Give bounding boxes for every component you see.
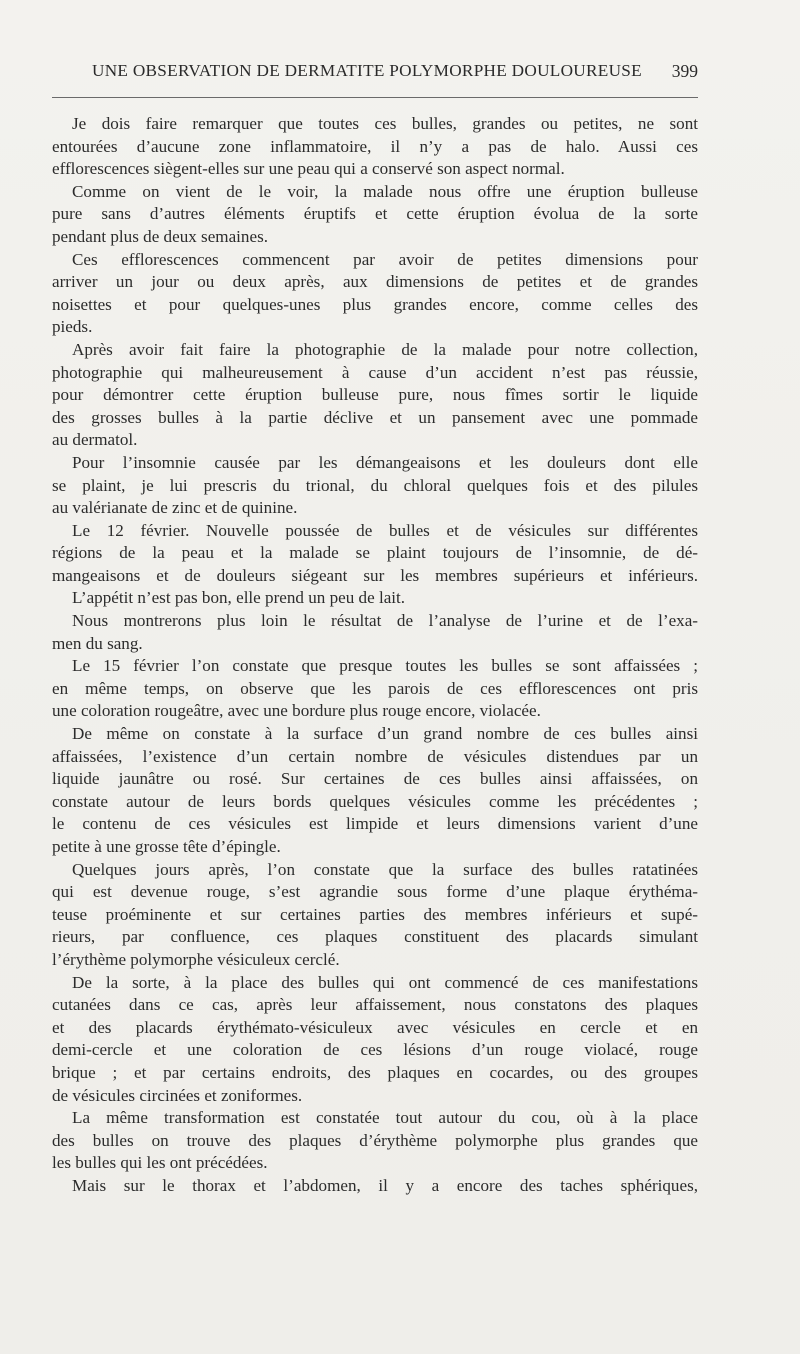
text-line: demi-cercle et une coloration de ces lésions d’un rouge violacé, rouge [52, 1040, 698, 1060]
text-line: men du sang. [52, 633, 143, 653]
text-line: noisettes et pour quelques-unes plus grandes encore, comme celles des [52, 294, 698, 314]
text-line: Ces efflorescences commencent par avoir de petites dimensions pour [72, 249, 698, 269]
text-line: pendant plus de deux semaines. [52, 226, 268, 246]
text-line: des bulles on trouve des plaques d’érythème polymorphe plus grandes que [52, 1130, 698, 1150]
text-line: régions de la peau et la malade se plaint toujours de l’insomnie, de dé- [52, 543, 698, 563]
text-line: Je dois faire remarquer que toutes ces bulles, grandes ou petites, ne sont [72, 114, 698, 133]
text-line: photographie qui malheureusement à cause d’un accident n’est pas réussie, [52, 362, 698, 382]
text-line: L’appétit n’est pas bon, elle prend un peu de lait. [72, 588, 406, 608]
text-line: cutanées dans ce cas, après leur affaissement, nous constatons des plaques [52, 995, 698, 1015]
text-line: brique ; et par certains endroits, des plaques en cocardes, ou des groupes [52, 1062, 698, 1082]
text-line: constate autour de leurs bords quelques vésicules comme les précédentes ; [52, 791, 698, 811]
text-line: petite à une grosse tête d’épingle. [52, 837, 281, 856]
text-line: se plaint, je lui prescris du trional, du chloral quelques fois et des pilules [52, 475, 698, 495]
text-line: Après avoir fait faire la photographie de la malade pour notre collection, [72, 339, 698, 359]
text-line: liquide jaunâtre ou rosé. Sur certaines de ces bulles ainsi affaissées, on [52, 769, 698, 789]
text-line: qui est devenue rouge, s’est agrandie sous forme d’une plaque érythéma- [52, 882, 698, 902]
page-header [52, 61, 698, 85]
body-text [52, 113, 698, 1198]
text-line: affaissées, l’existence d’un certain nombre de vésicules distendues par un [52, 746, 698, 766]
text-line: les bulles qui les ont précédées. [52, 1153, 268, 1173]
text-line: et des placards érythémato-vésiculeux avec vésicules en cercle et en [52, 1017, 698, 1037]
running-title: UNE OBSERVATION DE DERMATITE POLYMORPHE DOULOUREUSE [92, 61, 642, 80]
text-line: Le 15 février l’on constate que presque toutes les bulles se sont affaissées ; [72, 656, 698, 676]
page-number: 399 [671, 61, 698, 81]
text-line: Comme on vient de le voir, la malade nous offre une éruption bulleuse [72, 181, 698, 201]
text-line: pieds. [52, 317, 93, 337]
text-line: pour démontrer cette éruption bulleuse pure, nous fîmes sortir le liquide [52, 385, 698, 405]
text-line: au valérianate de zinc et de quinine. [52, 498, 298, 518]
text-line: pure sans d’autres éléments éruptifs et cette éruption évolua de la sorte [52, 204, 698, 224]
text-line: Quelques jours après, l’on constate que la surface des bulles ratatinées [72, 859, 698, 879]
text-line: entourées d’aucune zone inflammatoire, il n’y a pas de halo. Aussi ces [52, 136, 698, 156]
text-line: De même on constate à la surface d’un grand nombre de ces bulles ainsi [72, 724, 698, 744]
header-rule [52, 97, 698, 98]
text-line: Nous montrerons plus loin le résultat de l’analyse de l’urine et de l’exa- [72, 611, 698, 631]
text-line: au dermatol. [52, 430, 138, 450]
text-line: teuse proéminente et sur certaines parties des membres inférieurs et supé- [52, 904, 698, 924]
text-line: Le 12 février. Nouvelle poussée de bulles et de vésicules sur différentes [72, 520, 698, 540]
text-line: Mais sur le thorax et l’abdomen, il y a encore des taches sphériques, [72, 1175, 698, 1195]
text-line: efflorescences siègent-elles sur une peau qui a conservé son aspect normal. [52, 159, 565, 179]
text-line: l’érythème polymorphe vésiculeux cerclé. [52, 949, 340, 969]
text-line: des grosses bulles à la partie déclive et un pansement avec une pommade [52, 407, 698, 427]
text-line: le contenu de ces vésicules est limpide et leurs dimensions varient d’une [52, 814, 698, 834]
text-line: une coloration rougeâtre, avec une bordure plus rouge encore, violacée. [52, 701, 541, 721]
text-line: Pour l’insomnie causée par les démangeaisons et les douleurs dont elle [72, 452, 698, 472]
text-line: de vésicules circinées et zoniformes. [52, 1085, 303, 1105]
text-line: rieurs, par confluence, ces plaques constituent des placards simulant [52, 927, 698, 947]
text-line: De la sorte, à la place des bulles qui ont commencé de ces manifestations [72, 972, 698, 992]
text-line: arriver un jour ou deux après, aux dimensions de petites et de grandes [52, 272, 698, 292]
text-line: mangeaisons et de douleurs siégeant sur les membres supérieurs et inférieurs. [52, 565, 698, 585]
text-line: La même transformation est constatée tout autour du cou, où à la place [72, 1108, 698, 1128]
text-line: en même temps, on observe que les parois de ces efflorescences ont pris [52, 678, 698, 698]
